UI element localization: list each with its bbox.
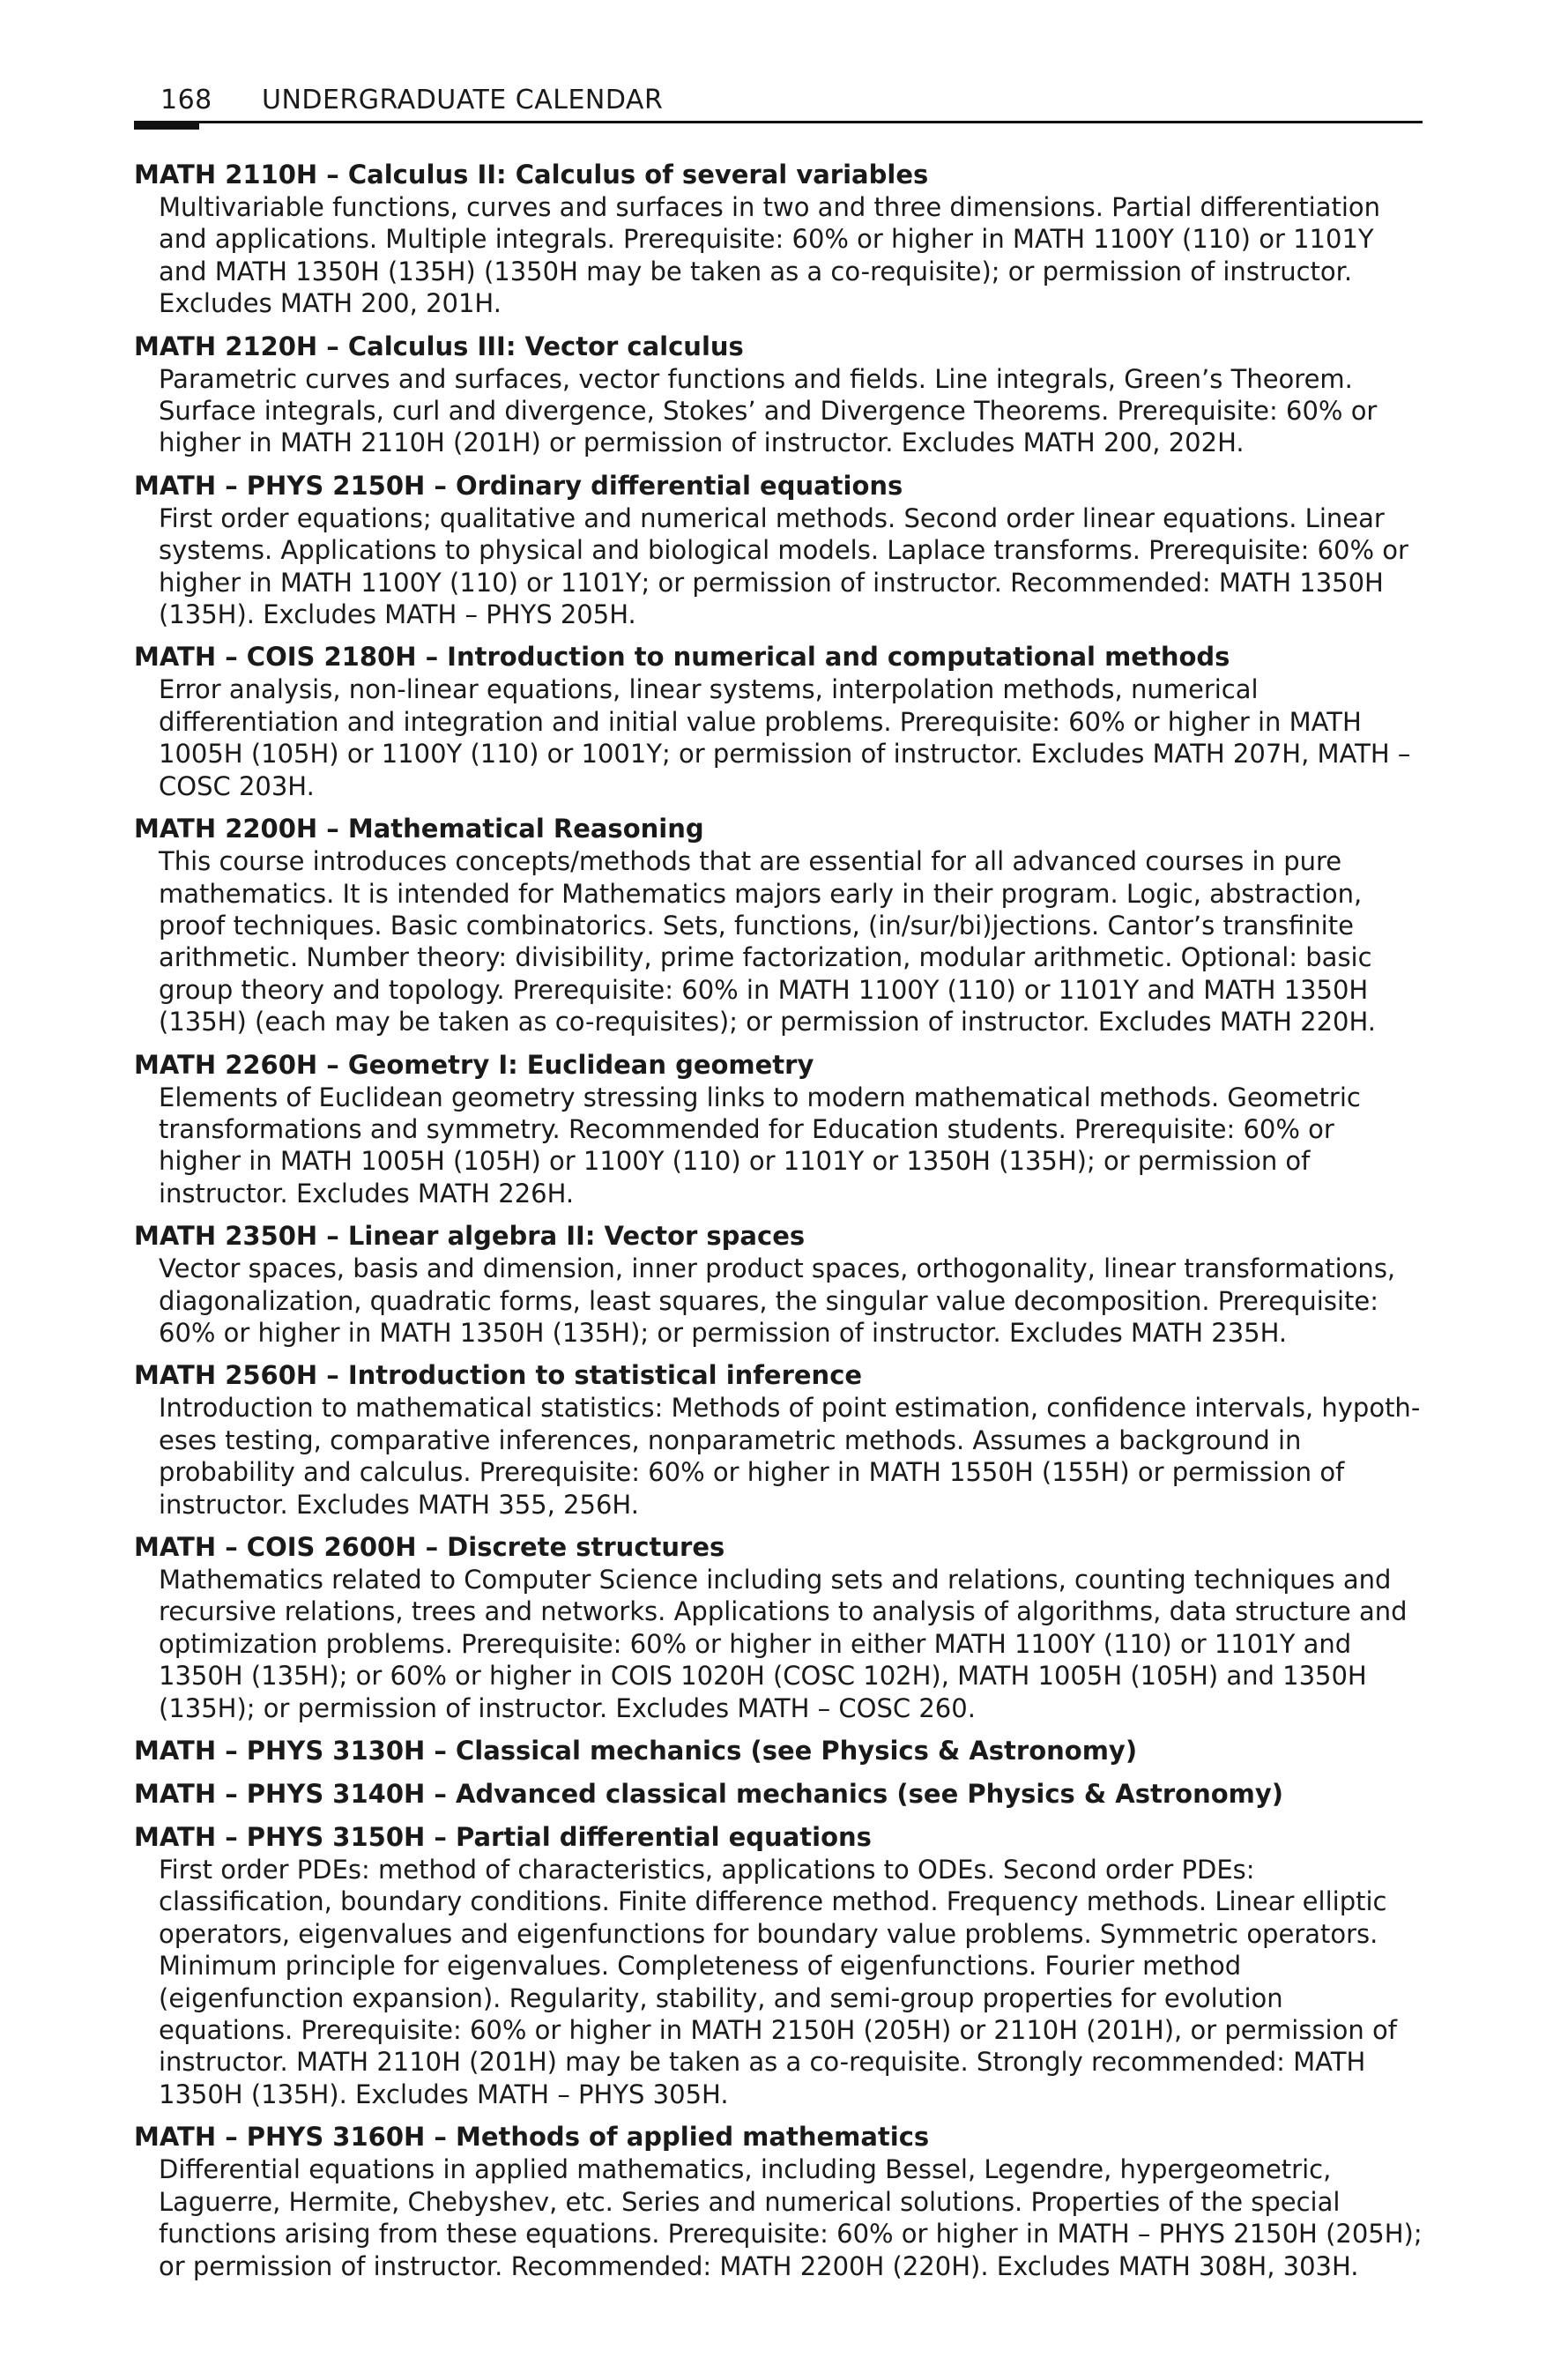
course-title: MATH – COIS 2600H – Discrete structures (134, 1532, 725, 1562)
course-entry (134, 1531, 1423, 1724)
course-entry (134, 641, 1423, 802)
course-entry (134, 159, 1423, 320)
course-title: MATH – COIS 2180H – Introduction to numerical and computational methods (134, 642, 1230, 673)
course-title: MATH 2120H – Calculus III: Vector calculus (134, 331, 744, 361)
running-title: UNDERGRADUATE CALENDAR (262, 85, 664, 115)
course-title: MATH 2350H – Linear algebra II: Vector spaces (134, 1221, 806, 1252)
page-number: 168 (160, 85, 212, 115)
course-title: MATH – PHYS 2150H – Ordinary differential equations (134, 470, 903, 501)
course-entry (134, 1821, 1423, 2110)
course-entry (134, 1778, 1423, 1811)
course-title: MATH – PHYS 3130H – Classical mechanics (see Physics & Astronomy) (134, 1736, 1138, 1766)
course-description: Parametric curves and surfaces, vector functions and fields. Line integrals, Green’s Theorem. Surface integrals, curl and divergence, Stokes’ and Divergence Theorems. Prerequisite: 60% or higher in MATH 2110H (201H) or permission of instructor. Excludes MATH 200, 202H. (159, 363, 1378, 458)
course-entry (134, 1735, 1423, 1767)
course-entry (134, 1359, 1423, 1521)
course-description: Multivariable functions, curves and surfaces in two and three dimensions. Partial differentiation and applications. Multiple integrals. Prerequisite: 60% or higher in MATH 1100Y (110) or 1101Y and MATH 1350H (135H) (1350H may be taken as a co-requisite); or permission of instructor. Excludes MATH 200, 201H. (159, 192, 1381, 319)
course-description: First order PDEs: method of characteristics, applications to ODEs. Second order PDEs: classification, boundary conditions. Finite difference method. Frequency methods. Linear elliptic operators, eigenvalues and eigenfunctions for boundary value problems. Symmetric operators. Minimum principle for eigenvalues. Completeness of eigenfunctions. Fourier method (eigenfunction expansion). Regularity, stability, and semi-group properties for evolution equations. Prerequisite: 60% or higher in MATH 2150H (205H) or 2110H (201H), or permission of instructor. MATH 2110H (201H) may be taken as a co-requisite. Strongly recommended: MATH 1350H (135H). Excludes MATH – PHYS 305H. (159, 1855, 1397, 2109)
course-title: MATH – PHYS 3150H – Partial differential equations (134, 1822, 872, 1853)
course-entry (134, 470, 1423, 631)
header-tab-bar (134, 121, 199, 130)
course-description: This course introduces concepts/methods that are essential for all advanced courses in pure mathematics. It is intended for Mathematics majors early in their program. Logic, abstraction, proof techniques. Basic combinatorics. Sets, functions, (in/sur/bi)jections. Cantor’s transfinite arithmetic. Number theory: divisibility, prime factorization, modular arithmetic. Optional: basic group theory and topology. Prerequisite: 60% in MATH 1100Y (110) or 1101Y and MATH 1350H (135H) (each may be taken as co-requisites); or permission of instructor. Excludes MATH 220H. (159, 846, 1376, 1038)
course-entry (134, 1220, 1423, 1349)
course-description: First order equations; qualitative and numerical methods. Second order linear equations. Linear systems. Applications to physical and biological models. Laplace transforms. Prerequisite: 60% or higher in MATH 1100Y (110) or 1101Y; or permission of instructor. Recommended: MATH 1350H (135H). Excludes MATH – PHYS 205H. (159, 502, 1408, 630)
course-title: MATH – PHYS 3160H – Methods of applied mathematics (134, 2122, 930, 2153)
course-list (134, 159, 1423, 2293)
course-entry (134, 1049, 1423, 1210)
header-rule (134, 121, 1423, 123)
course-entry (134, 2121, 1423, 2282)
course-description: Mathematics related to Computer Science including sets and relations, counting techniques and recursive relations, trees and networks. Applications to analysis of algorithms, data structure and optimization problems. Prerequisite: 60% or higher in either MATH 1100Y (110) or 1101Y and 1350H (135H); or 60% or higher in COIS 1020H (COSC 102H), MATH 1005H (105H) and 1350H (135H); or permission of instructor. Excludes MATH – COSC 260. (159, 1565, 1408, 1723)
course-entry (134, 813, 1423, 1038)
course-description: Error analysis, non-linear equations, linear systems, interpolation methods, numerical differentiation and integration and initial value problems. Prerequisite: 60% or higher in MATH 1005H (105H) or 1100Y (110) or 1001Y; or permission of instructor. Excludes MATH 207H, MATH – COSC 203H. (159, 674, 1411, 801)
page-header (134, 81, 1423, 125)
course-title: MATH 2260H – Geometry I: Euclidean geometry (134, 1049, 814, 1080)
course-description: Elements of Euclidean geometry stressing links to modern mathematical methods. Geometric transformations and symmetry. Recommended for Education students. Prerequisite: 60% or higher in MATH 1005H (105H) or 1100Y (110) or 1101Y or 1350H (135H); or permission of instructor. Excludes MATH 226H. (159, 1082, 1361, 1209)
course-title: MATH 2110H – Calculus II: Calculus of several variables (134, 160, 929, 190)
course-title: MATH 2560H – Introduction to statistical inference (134, 1360, 863, 1391)
course-title: MATH 2200H – Mathematical Reasoning (134, 814, 704, 844)
course-title: MATH – PHYS 3140H – Advanced classical mechanics (see Physics & Astronomy) (134, 1779, 1284, 1810)
course-description: Differential equations in applied mathematics, including Bessel, Legendre, hypergeometric, Laguerre, Hermite, Chebyshev, etc. Series and numerical solutions. Properties of the special functions arising from these equations. Prerequisite: 60% or higher in MATH – PHYS 2150H (205H); or permission of instructor. Recommended: MATH 2200H (220H). Excludes MATH 308H, 303H. (159, 2154, 1423, 2281)
course-description: Introduction to mathematical statistics: Methods of point estimation, confidence intervals, hypotheses testing, comparative inferences, nonparametric methods. Assumes a background in probability and calculus. Prerequisite: 60% or higher in MATH 1550H (155H) or permission of instructor. Excludes MATH 355, 256H. (159, 1393, 1421, 1520)
course-description: Vector spaces, basis and dimension, inner product spaces, orthogonality, linear transformations, diagonalization, quadratic forms, least squares, the singular value decomposition. Prerequisite: 60% or higher in MATH 1350H (135H); or permission of instructor. Excludes MATH 235H. (159, 1253, 1396, 1348)
course-entry (134, 331, 1423, 459)
